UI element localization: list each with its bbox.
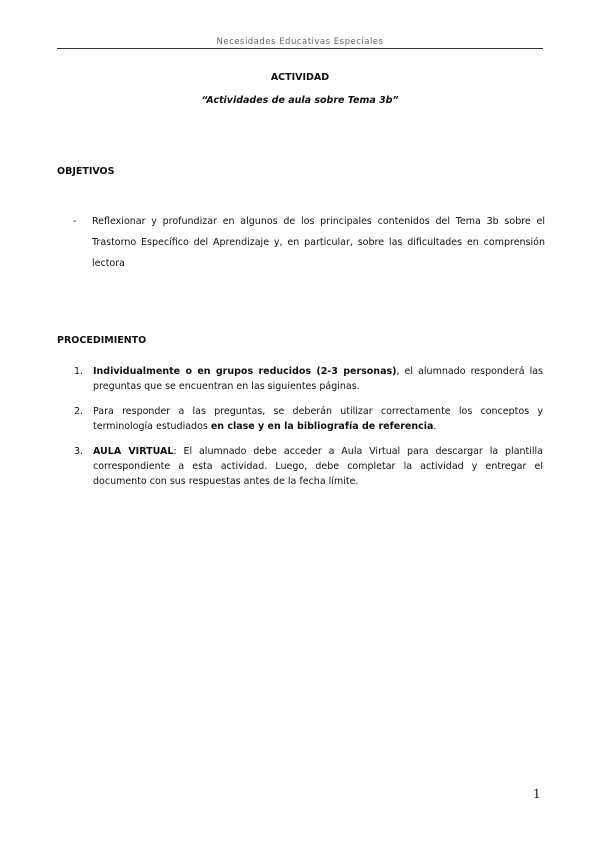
- running-header: Necesidades Educativas Especiales: [216, 37, 384, 47]
- procedimiento-heading: PROCEDIMIENTO: [57, 335, 147, 346]
- activity-subtitle: “Actividades de aula sobre Tema 3b”: [201, 95, 399, 106]
- list-item: [57, 364, 543, 394]
- list-item: [57, 444, 543, 489]
- item-text: Para responder a las preguntas, se deberán utilizar correctamente los conceptos y terminología estudiados: [93, 406, 543, 432]
- item-text: : El alumnado debe acceder a Aula Virtual para descargar la plantilla correspondiente a esta actividad. Luego, debe completar la actividad y entregar el documento con sus respuestas antes de la fecha límite.: [93, 446, 543, 487]
- item-number: 3.: [74, 446, 84, 457]
- item-bold-text: AULA VIRTUAL: [93, 446, 174, 457]
- objetivos-heading: OBJETIVOS: [57, 166, 115, 177]
- item-bold-text: Individualmente o en grupos reducidos (2-3 personas): [93, 366, 397, 377]
- objetivos-bullet: [73, 211, 545, 274]
- page-number: 1: [533, 787, 541, 801]
- item-text: , el alumnado responderá las preguntas que se encuentran en las siguientes páginas.: [93, 366, 543, 392]
- item-number: 2.: [74, 406, 84, 417]
- objetivos-text: Reflexionar y profundizar en algunos de los principales contenidos del Tema 3b sobre el Trastorno Específico del Aprendizaje y, en particular, sobre las dificultades en comprensión lectora: [92, 216, 545, 269]
- item-number: 1.: [74, 366, 84, 377]
- list-item: [57, 404, 543, 434]
- item-bold-text: en clase y en la bibliografía de referencia: [210, 421, 434, 432]
- header-rule: [57, 48, 543, 49]
- bullet-marker: -: [73, 216, 77, 227]
- procedimiento-list: [57, 364, 543, 499]
- item-text-end: .: [433, 421, 437, 432]
- activity-title: ACTIVIDAD: [270, 72, 330, 83]
